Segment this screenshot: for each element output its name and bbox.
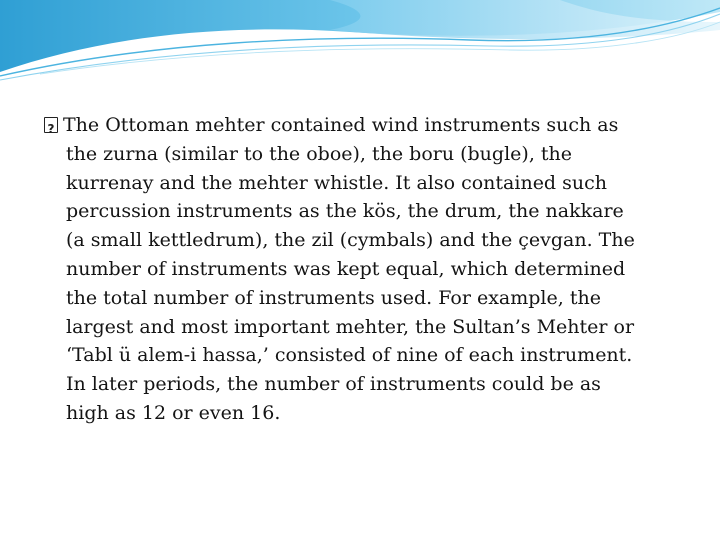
body-text: The Ottoman mehter contained wind instruments such as the zurna (similar to the oboe), the boru (bugle), the kurrenay and the mehter whistle. It also contained such percussion instruments as the kös, the drum, the nakkare (a small kettledrum), the zil (cymbals) and the çevgan. The number of instruments was kept equal, which determined the total number of instruments used. For example, the largest and most important mehter, the Sultan’s Mehter or ‘Tabl ü alem-i hassa,’ consisted of nine of each instrument. In later periods, the number of instruments could be as high as 12 or even 16. xyxy=(63,114,635,424)
missing-glyph-icon xyxy=(44,117,58,133)
body-text-box xyxy=(44,111,644,428)
body-paragraph xyxy=(44,111,644,428)
header-wave-decoration xyxy=(0,0,720,90)
